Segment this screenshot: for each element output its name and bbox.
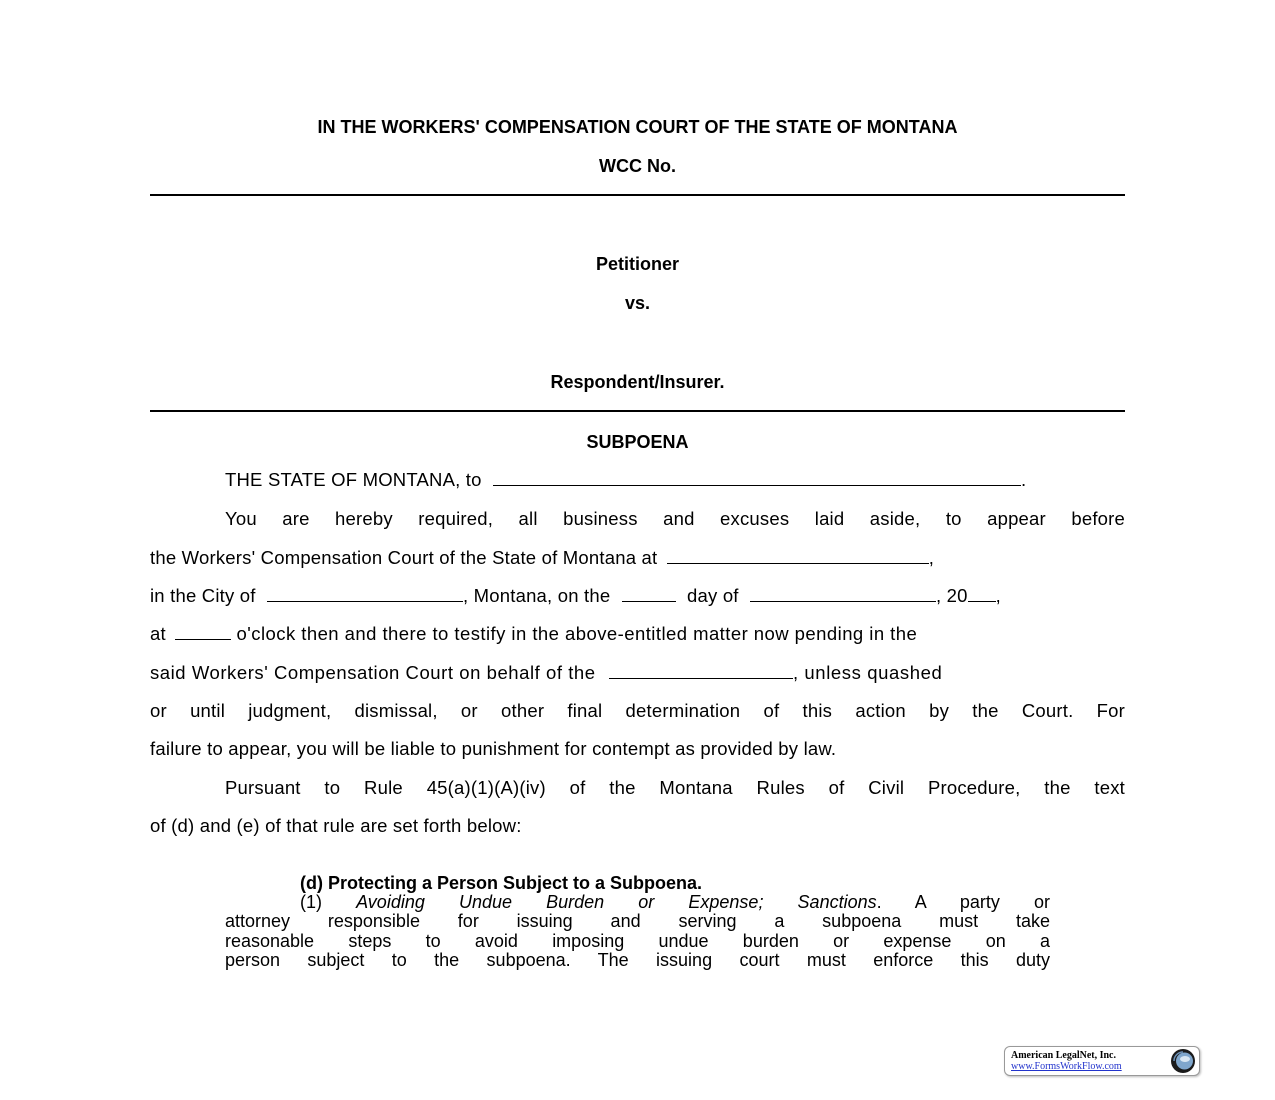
globe-icon [1170,1048,1196,1074]
month-blank[interactable] [750,587,936,602]
american-legalnet-logo[interactable] [1004,1046,1200,1076]
para1-line5 [150,662,1125,684]
rule-item-1-line1 [225,893,1050,912]
rule-item-1-line4: person subject to the subpoena. The issuing court must enforce this duty [225,950,1050,971]
respondent-label: Respondent/Insurer. [550,372,725,392]
city-blank[interactable] [267,587,463,602]
montana-text: , Montana, on the [462,585,611,606]
addressee-line [225,469,1125,491]
rule-item-1-line3: reasonable steps to avoid imposing undue burden or expense on a [225,930,1050,951]
time-blank[interactable] [175,625,231,640]
quashed-text: , unless quashed [792,662,943,683]
rule-item-1-line2: attorney responsible for issuing and serving a subpoena must take [225,911,1050,932]
para2-line1: Pursuant to Rule 45(a)(1)(A)(iv) of the Montana Rules of Civil Procedure, the text [225,777,1125,798]
para1-line3 [150,585,1125,607]
para1-line7: failure to appear, you will be liable to punishment for contempt as provided by law. [150,738,837,759]
document-title: SUBPOENA [586,432,689,452]
day-of-text: day of [687,585,739,606]
comma: , [995,585,1002,606]
testify-text: o'clock then and there to testify in the above-entitled matter now pending in the [236,623,918,644]
period: . [1020,469,1027,490]
year-prefix: , 20 [936,585,968,606]
day-blank[interactable] [622,587,676,602]
versus-label: vs. [624,293,651,313]
court-title: IN THE WORKERS' COMPENSATION COURT OF THE STATE OF MONTANA [317,117,958,137]
behalf-text: said Workers' Compensation Court on behalf of the [150,662,596,683]
divider-bottom [150,410,1125,412]
item-number: (1) [300,892,322,912]
website-link[interactable]: www.FormsWorkFlow.com [1011,1061,1122,1072]
petitioner-label: Petitioner [595,254,679,274]
behalf-blank[interactable] [609,664,793,679]
city-text: in the City of [150,585,256,606]
case-number-label: WCC No. [599,156,676,176]
location-blank[interactable] [667,549,929,564]
item-title: Avoiding Undue Burden or Expense; Sanctions [356,892,877,912]
location-text: the Workers' Compensation Court of the State of Montana at [150,547,658,568]
divider-top [150,194,1125,196]
para1-line4 [150,623,1125,645]
at-text: at [150,623,166,644]
item-text-start: . A party or [876,892,1050,912]
para2-line2: of (d) and (e) of that rule are set forth below: [150,815,522,836]
para1-line2: the Workers' Compensation Court of the State of Montana at , [150,547,935,568]
rule-heading: (d) Protecting a Person Subject to a Subpoena. [300,873,703,893]
year-blank[interactable] [968,587,996,602]
para1-line6: or until judgment, dismissal, or other final determination of this action by the Court. For [150,700,1125,721]
rule-item-1 [225,893,1050,971]
para1-line1: You are hereby required, all business and excuses laid aside, to appear before [225,508,1125,529]
addressee-prefix: THE STATE OF MONTANA, to [225,469,482,490]
addressee-blank[interactable] [493,471,1021,486]
company-name: American LegalNet, Inc. [1011,1050,1116,1061]
